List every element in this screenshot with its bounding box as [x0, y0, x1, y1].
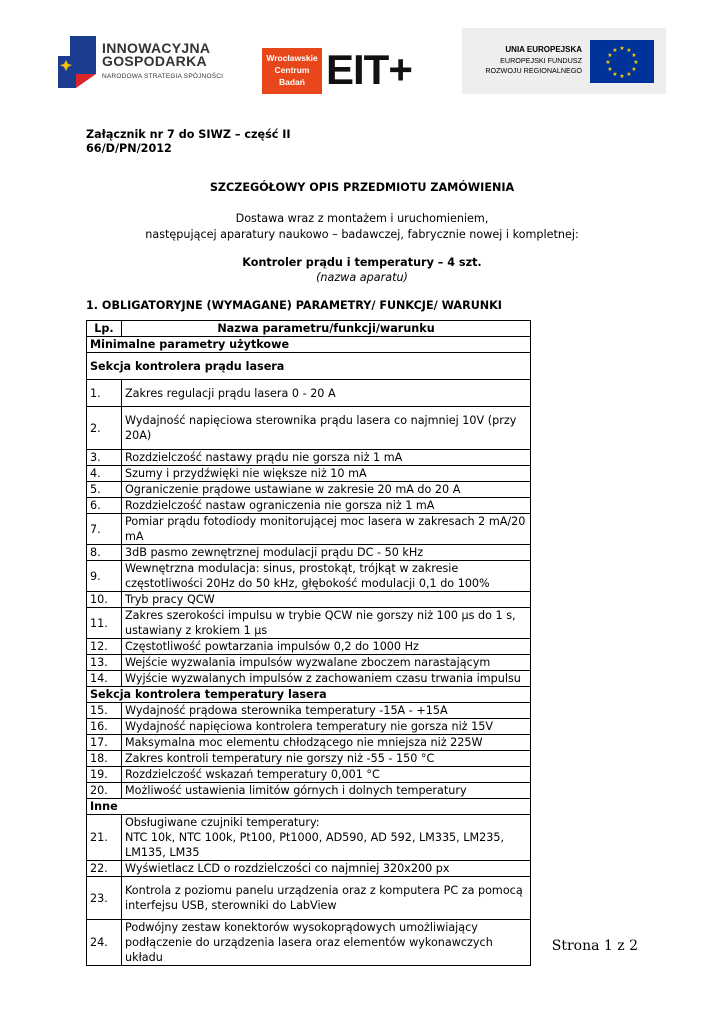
- table-row: [87, 482, 531, 498]
- wcb-box: [262, 48, 322, 94]
- row-no: 17.: [87, 735, 122, 751]
- row-text: Szumy i przydźwięki nie większe niż 10 mA: [122, 466, 531, 482]
- row-text: Rozdzielczość nastaw ograniczenia nie gorsza niż 1 mA: [122, 498, 531, 514]
- svg-text:★: ★: [626, 47, 632, 54]
- table-row: [87, 719, 531, 735]
- wcb-line-2: Centrum: [274, 65, 310, 75]
- row-text: Wydajność napięciowa sterownika prądu lasera co najmniej 10V (przy 20A): [122, 407, 531, 450]
- min-params-label: Minimalne parametry użytkowe: [87, 337, 531, 353]
- section-other-label: Inne: [87, 799, 531, 815]
- svg-text:★: ★: [631, 66, 637, 73]
- wcb-line-1: Wrocławskie: [266, 53, 318, 63]
- row-text: Pomiar prądu fotodiody monitorującej moc lasera w zakresach 2 mA/20 mA: [122, 514, 531, 545]
- row-text: 3dB pasmo zewnętrznej modulacji prądu DC - 50 kHz: [122, 545, 531, 561]
- page-number: Strona 1 z 2: [551, 938, 638, 954]
- svg-text:★: ★: [605, 59, 611, 66]
- eit-mark: EIT+: [326, 46, 412, 93]
- row-no: 8.: [87, 545, 122, 561]
- section-row-other: [87, 799, 531, 815]
- table-row: [87, 671, 531, 687]
- row-no: 23.: [87, 877, 122, 920]
- eu-title: UNIA EUROPEJSKA: [505, 45, 582, 54]
- row-no: 6.: [87, 498, 122, 514]
- row-text: Wyjście wyzwalanych impulsów z zachowaniem czasu trwania impulsu: [122, 671, 531, 687]
- document-title: SZCZEGÓŁOWY OPIS PRZEDMIOTU ZAMÓWIENIA: [209, 181, 515, 194]
- col-header-name: Nazwa parametru/funkcji/warunku: [122, 321, 531, 337]
- table-row: [87, 920, 531, 966]
- row-no: 2.: [87, 407, 122, 450]
- table-row: [87, 655, 531, 671]
- row-no: 9.: [87, 561, 122, 592]
- row-text: Obsługiwane czujniki temperatury: NTC 10k, NTC 100k, Pt100, Pt1000, AD590, AD 592, LM335, LM235, LM135, LM35: [122, 815, 531, 861]
- row-no: 24.: [87, 920, 122, 966]
- eu-sub-2: ROZWOJU REGIONALNEGO: [485, 66, 582, 75]
- table-row: [87, 450, 531, 466]
- row-text: Rozdzielczość nastawy prądu nie gorsza niż 1 mA: [122, 450, 531, 466]
- svg-text:★: ★: [626, 71, 632, 78]
- ig-subtitle: NARODOWA STRATEGIA SPÓJNOŚCI: [102, 73, 224, 80]
- row-no: 16.: [87, 719, 122, 735]
- row-no: 7.: [87, 514, 122, 545]
- row-text: Podwójny zestaw konektorów wysokoprądowych umożliwiający podłączenie do urządzenia lasera oraz elementów wykonawczych układu: [122, 920, 531, 966]
- row-no: 13.: [87, 655, 122, 671]
- row-text: Zakres szerokości impulsu w trybie QCW nie gorszy niż 100 µs do 1 s, ustawiany z krokiem 1 µs: [122, 608, 531, 639]
- table-row: [87, 703, 531, 719]
- row-text: Możliwość ustawienia limitów górnych i dolnych temperatury: [122, 783, 531, 799]
- row-text: Wydajność napięciowa kontrolera temperatury nie gorsza niż 15V: [122, 719, 531, 735]
- table-row: [87, 751, 531, 767]
- svg-text:★: ★: [607, 52, 613, 59]
- row-text: Zakres kontroli temperatury nie gorszy niż -55 - 150 °C: [122, 751, 531, 767]
- eu-flag-icon: [590, 40, 654, 83]
- row-text: Wydajność prądowa sterownika temperatury -15A - +15A: [122, 703, 531, 719]
- intro-line-2: następującej aparatury naukowo – badawczej, fabrycznie nowej i kompletnej:: [145, 228, 579, 241]
- wcb-eit-logo: [262, 48, 442, 94]
- svg-text:★: ★: [619, 73, 625, 80]
- table-row: [87, 498, 531, 514]
- annex-reference: Załącznik nr 7 do SIWZ – część II: [86, 128, 291, 141]
- section-row-temperature: [87, 687, 531, 703]
- row-text: Wyświetlacz LCD o rozdzielczości co najmniej 320x200 px: [122, 861, 531, 877]
- section-temperature-label: Sekcja kontrolera temperatury lasera: [87, 687, 531, 703]
- row-no: 15.: [87, 703, 122, 719]
- table-row: [87, 877, 531, 920]
- row-no: 5.: [87, 482, 122, 498]
- min-params-row: [87, 337, 531, 353]
- section-current-label: Sekcja kontrolera prądu lasera: [87, 353, 531, 380]
- row-no: 20.: [87, 783, 122, 799]
- row-no: 12.: [87, 639, 122, 655]
- row-no: 22.: [87, 861, 122, 877]
- row-no: 10.: [87, 592, 122, 608]
- table-row: [87, 545, 531, 561]
- row-no: 14.: [87, 671, 122, 687]
- table-row: [87, 815, 531, 861]
- row-text: Wejście wyzwalania impulsów wyzwalane zboczem narastającym: [122, 655, 531, 671]
- intro-line-1: Dostawa wraz z montażem i uruchomieniem,: [235, 212, 489, 225]
- table-row: [87, 561, 531, 592]
- wcb-line-3: Badań: [279, 77, 305, 87]
- table-row: [87, 608, 531, 639]
- svg-text:★: ★: [612, 47, 618, 54]
- ig-line-2: GOSPODARKA: [102, 53, 207, 69]
- row-no: 3.: [87, 450, 122, 466]
- section-heading: 1. OBLIGATORYJNE (WYMAGANE) PARAMETRY/ FUNKCJE/ WARUNKI: [86, 299, 502, 312]
- table-row: [87, 767, 531, 783]
- row-no: 21.: [87, 815, 122, 861]
- table-row: [87, 592, 531, 608]
- table-header-row: [87, 321, 531, 337]
- row-no: 19.: [87, 767, 122, 783]
- table-row: [87, 735, 531, 751]
- row-text: Zakres regulacji prądu lasera 0 - 20 A: [122, 380, 531, 407]
- ig-emblem-icon: [56, 34, 98, 90]
- row-text: Częstotliwość powtarzania impulsów 0,2 do 1000 Hz: [122, 639, 531, 655]
- device-name: Kontroler prądu i temperatury – 4 szt.: [242, 256, 482, 269]
- row-text: Maksymalna moc elementu chłodzącego nie mniejsza niż 225W: [122, 735, 531, 751]
- table-row: [87, 783, 531, 799]
- row-no: 18.: [87, 751, 122, 767]
- row-no: 1.: [87, 380, 122, 407]
- eu-sub-1: EUROPEJSKI FUNDUSZ: [500, 56, 582, 65]
- row-text: Kontrola z poziomu panelu urządzenia oraz z komputera PC za pomocą interfejsu USB, sterowniki do LabView: [122, 877, 531, 920]
- table-row: [87, 861, 531, 877]
- col-header-no: Lp.: [87, 321, 122, 337]
- row-text: Wewnętrzna modulacja: sinus, prostokąt, trójkąt w zakresie częstotliwości 20Hz do 50 kHz, głębokość modulacji 0,1 do 100%: [122, 561, 531, 592]
- row-text: Ograniczenie prądowe ustawiane w zakresie 20 mA do 20 A: [122, 482, 531, 498]
- svg-text:★: ★: [607, 66, 613, 73]
- section-row-current: [87, 353, 531, 380]
- table-row: [87, 466, 531, 482]
- table-row: [87, 639, 531, 655]
- svg-text:★: ★: [631, 52, 637, 59]
- svg-text:★: ★: [633, 59, 639, 66]
- eu-logo: [462, 28, 666, 94]
- svg-text:★: ★: [612, 71, 618, 78]
- spec-table: [86, 320, 531, 966]
- innowacyjna-gospodarka-logo: [56, 34, 236, 90]
- row-no: 11.: [87, 608, 122, 639]
- ig-line-1: INNOWACYJNA: [102, 40, 211, 56]
- table-row: [87, 380, 531, 407]
- table-row: [87, 514, 531, 545]
- row-text: Tryb pracy QCW: [122, 592, 531, 608]
- case-number: 66/D/PN/2012: [86, 142, 172, 155]
- table-row: [87, 407, 531, 450]
- device-note: (nazwa aparatu): [316, 271, 408, 284]
- row-no: 4.: [87, 466, 122, 482]
- row-text: Rozdzielczość wskazań temperatury 0,001 °C: [122, 767, 531, 783]
- svg-text:★: ★: [619, 45, 625, 52]
